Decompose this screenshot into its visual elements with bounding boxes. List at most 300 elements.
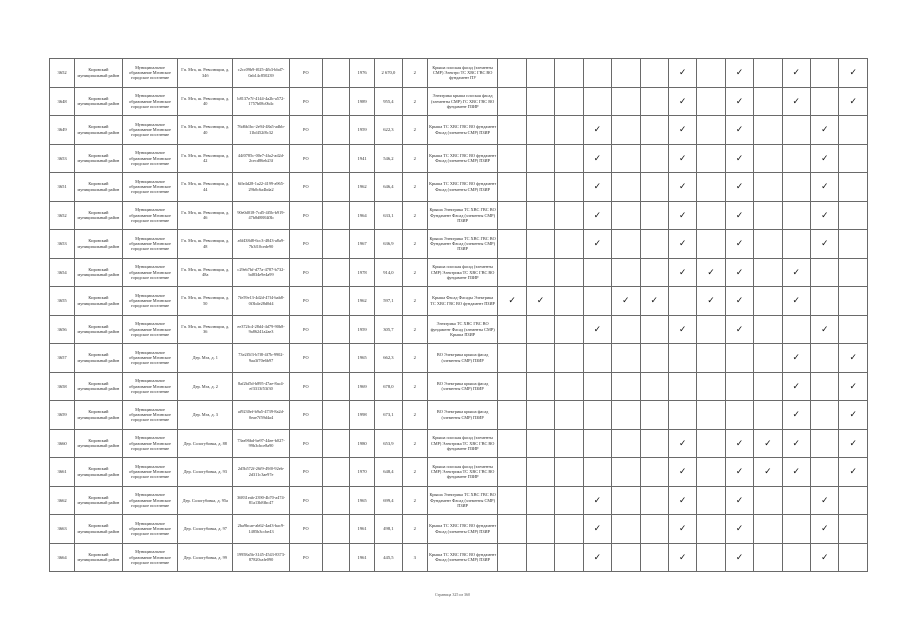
works-cell: Крыша ТС ХВС ГВС ВО фундамент Фасад (элементы СМР) ПЗИР	[427, 543, 498, 572]
empty-check-cell	[583, 429, 611, 458]
type-cell: РО	[289, 173, 322, 202]
type-cell: РО	[289, 315, 322, 344]
empty-check-cell	[498, 429, 526, 458]
check-mark-icon: ✓	[725, 543, 753, 572]
district-cell: Кировский муниципальный район	[75, 458, 122, 487]
year-cell: 1941	[349, 144, 374, 173]
type-cell: РО	[289, 458, 322, 487]
empty-check-cell	[754, 144, 782, 173]
check-mark-icon: ✓	[583, 315, 611, 344]
empty-check-cell	[555, 401, 583, 430]
empty-check-cell	[754, 258, 782, 287]
table-row	[50, 515, 868, 544]
empty-check-cell	[555, 230, 583, 259]
empty-check-cell	[754, 173, 782, 202]
type-cell: РО	[289, 287, 322, 316]
empty-check-cell	[754, 344, 782, 373]
table-row	[50, 116, 868, 145]
floors-cell: 2	[402, 486, 427, 515]
empty-check-cell	[498, 486, 526, 515]
empty-check-cell	[754, 486, 782, 515]
empty-check-cell	[811, 258, 839, 287]
empty-check-cell	[640, 230, 668, 259]
empty-check-cell	[725, 372, 753, 401]
empty-check-cell	[612, 144, 640, 173]
floors-cell: 2	[402, 87, 427, 116]
area-cell: 673,1	[375, 401, 402, 430]
empty-check-cell	[697, 372, 725, 401]
address-cell: Дер. Сологубовка, д. 93	[178, 458, 233, 487]
works-cell: Крыша Электрика ТС ХВС ГВС ВО Фундамент Фасад (элементы СМР) ПЗИР	[427, 201, 498, 230]
year-cell: 1970	[349, 458, 374, 487]
empty-check-cell	[555, 87, 583, 116]
check-mark-icon: ✓	[526, 287, 554, 316]
area-cell: 305,7	[375, 315, 402, 344]
empty-check-cell	[526, 116, 554, 145]
district-cell: Кировский муниципальный район	[75, 258, 122, 287]
empty-check-cell	[839, 287, 868, 316]
works-cell: ВО Электрика крыша фасад (элементы СМР) ПЗИР	[427, 344, 498, 373]
check-mark-icon: ✓	[697, 258, 725, 287]
empty-check-cell	[839, 486, 868, 515]
empty-check-cell	[612, 230, 640, 259]
works-cell: Электрика крыша плоская фасад (элементы СМР) ГС ХВС ГВС ВО фундамент ПЗИР	[427, 87, 498, 116]
year-cell: 1980	[349, 429, 374, 458]
empty-check-cell	[526, 486, 554, 515]
district-cell: Кировский муниципальный район	[75, 144, 122, 173]
municipality-cell: Муниципальное образование Мгинское городское поселение	[122, 258, 178, 287]
check-mark-icon: ✓	[668, 230, 696, 259]
works-cell: Крыша плоская фасад (элементы СМР) Электро ТС ХВС ГВС ВО фундамент ПУ	[427, 59, 498, 88]
check-mark-icon: ✓	[583, 230, 611, 259]
empty-check-cell	[555, 515, 583, 544]
works-cell: Крыша плоская фасад (элементы СМР) Электрика ТС ХВС ГВС ВО фундамент ПЗИР	[427, 258, 498, 287]
guid-cell: 44f0785c-00e7-4fa2-ad2d-2cecd86eb23f	[233, 144, 290, 173]
type-cell: РО	[289, 429, 322, 458]
empty-check-cell	[697, 401, 725, 430]
empty-cell	[322, 344, 349, 373]
check-mark-icon: ✓	[782, 401, 810, 430]
empty-check-cell	[612, 429, 640, 458]
empty-cell	[322, 116, 349, 145]
area-cell: 546,2	[375, 144, 402, 173]
empty-check-cell	[754, 515, 782, 544]
empty-check-cell	[668, 372, 696, 401]
empty-check-cell	[782, 173, 810, 202]
address-cell: Дер. Сологубовка, д. 95а	[178, 486, 233, 515]
empty-check-cell	[612, 543, 640, 572]
empty-check-cell	[583, 87, 611, 116]
empty-check-cell	[811, 401, 839, 430]
address-cell: Дер. Мга, д. 1	[178, 344, 233, 373]
empty-cell	[322, 258, 349, 287]
address-cell: Гп. Мга, ш. Революции, д. 34б	[178, 59, 233, 88]
row-number: 3651	[50, 173, 75, 202]
empty-check-cell	[754, 287, 782, 316]
empty-check-cell	[498, 515, 526, 544]
year-cell: 1961	[349, 515, 374, 544]
floors-cell: 2	[402, 515, 427, 544]
type-cell: РО	[289, 515, 322, 544]
empty-check-cell	[555, 543, 583, 572]
area-cell: 2 670,0	[375, 59, 402, 88]
empty-check-cell	[526, 173, 554, 202]
district-cell: Кировский муниципальный район	[75, 201, 122, 230]
guid-cell: 2d5b572f-26f9-49f0-92eb-2d311c3ae97e	[233, 458, 290, 487]
municipality-cell: Муниципальное образование Мгинское городское поселение	[122, 287, 178, 316]
empty-check-cell	[811, 429, 839, 458]
check-mark-icon: ✓	[839, 344, 868, 373]
empty-check-cell	[754, 372, 782, 401]
area-cell: 678,0	[375, 372, 402, 401]
guid-cell: a6f438d8-6cc3-4843-a8a9-7b3f10cede90	[233, 230, 290, 259]
empty-check-cell	[782, 315, 810, 344]
empty-check-cell	[555, 116, 583, 145]
guid-cell: c29eb7bf-d77a-4787-b732-bd834e9e4a99	[233, 258, 290, 287]
empty-cell	[322, 87, 349, 116]
empty-check-cell	[612, 59, 640, 88]
empty-cell	[322, 144, 349, 173]
address-cell: Дер. Мга, д. 3	[178, 401, 233, 430]
check-mark-icon: ✓	[725, 59, 753, 88]
table-row	[50, 458, 868, 487]
guid-cell: 19958a5b-3145-4543-8373-87820cafe090	[233, 543, 290, 572]
floors-cell: 2	[402, 59, 427, 88]
address-cell: Гп. Мга, ш. Революции, д. 44	[178, 173, 233, 202]
empty-check-cell	[640, 173, 668, 202]
table-row	[50, 429, 868, 458]
empty-cell	[322, 173, 349, 202]
check-mark-icon: ✓	[782, 87, 810, 116]
check-mark-icon: ✓	[668, 258, 696, 287]
empty-check-cell	[555, 258, 583, 287]
empty-check-cell	[583, 458, 611, 487]
check-mark-icon: ✓	[668, 486, 696, 515]
check-mark-icon: ✓	[839, 87, 868, 116]
row-number: 3663	[50, 515, 75, 544]
address-cell: Дер. Сологубовка, д. 99	[178, 543, 233, 572]
municipality-cell: Муниципальное образование Мгинское городское поселение	[122, 315, 178, 344]
check-mark-icon: ✓	[668, 144, 696, 173]
empty-check-cell	[498, 372, 526, 401]
district-cell: Кировский муниципальный район	[75, 116, 122, 145]
check-mark-icon: ✓	[782, 59, 810, 88]
check-mark-icon: ✓	[725, 87, 753, 116]
year-cell: 1998	[349, 401, 374, 430]
floors-cell: 2	[402, 144, 427, 173]
check-mark-icon: ✓	[583, 486, 611, 515]
table-row	[50, 173, 868, 202]
check-mark-icon: ✓	[725, 116, 753, 145]
floors-cell: 2	[402, 173, 427, 202]
empty-check-cell	[754, 401, 782, 430]
floors-cell: 3	[402, 543, 427, 572]
check-mark-icon: ✓	[583, 144, 611, 173]
check-mark-icon: ✓	[668, 515, 696, 544]
area-cell: 662,3	[375, 344, 402, 373]
check-mark-icon: ✓	[697, 287, 725, 316]
check-mark-icon: ✓	[725, 429, 753, 458]
guid-cell: 6ffe4d28-1a22-4199-a965-29b0c6a4bda2	[233, 173, 290, 202]
empty-check-cell	[640, 344, 668, 373]
empty-check-cell	[526, 201, 554, 230]
empty-check-cell	[583, 287, 611, 316]
check-mark-icon: ✓	[668, 429, 696, 458]
district-cell: Кировский муниципальный район	[75, 87, 122, 116]
check-mark-icon: ✓	[583, 515, 611, 544]
empty-cell	[322, 372, 349, 401]
empty-check-cell	[555, 201, 583, 230]
empty-check-cell	[697, 173, 725, 202]
area-cell: 636,9	[375, 230, 402, 259]
empty-cell	[322, 59, 349, 88]
floors-cell: 2	[402, 116, 427, 145]
area-cell: 646,4	[375, 173, 402, 202]
municipality-cell: Муниципальное образование Мгинское городское поселение	[122, 144, 178, 173]
guid-cell: b8137e7f-4144-4a2b-a572-1757b08c0b4c	[233, 87, 290, 116]
year-cell: 1969	[349, 372, 374, 401]
check-mark-icon: ✓	[839, 458, 868, 487]
empty-check-cell	[697, 344, 725, 373]
check-mark-icon: ✓	[583, 173, 611, 202]
page-footer: Страница 325 из 360	[434, 592, 471, 597]
municipality-cell: Муниципальное образование Мгинское городское поселение	[122, 173, 178, 202]
empty-check-cell	[782, 116, 810, 145]
address-cell: Дер. Сологубовка, д. 88	[178, 429, 233, 458]
empty-cell	[322, 515, 349, 544]
empty-check-cell	[839, 144, 868, 173]
district-cell: Кировский муниципальный район	[75, 173, 122, 202]
check-mark-icon: ✓	[725, 230, 753, 259]
empty-check-cell	[782, 543, 810, 572]
address-cell: Дер. Мга, д. 2	[178, 372, 233, 401]
year-cell: 1959	[349, 315, 374, 344]
check-mark-icon: ✓	[612, 287, 640, 316]
empty-check-cell	[811, 87, 839, 116]
empty-check-cell	[640, 486, 668, 515]
check-mark-icon: ✓	[811, 173, 839, 202]
district-cell: Кировский муниципальный район	[75, 230, 122, 259]
empty-check-cell	[640, 315, 668, 344]
type-cell: РО	[289, 59, 322, 88]
type-cell: РО	[289, 116, 322, 145]
municipality-cell: Муниципальное образование Мгинское городское поселение	[122, 515, 178, 544]
address-cell: Дер. Сологубовка, д. 97	[178, 515, 233, 544]
empty-check-cell	[583, 344, 611, 373]
empty-check-cell	[498, 59, 526, 88]
empty-check-cell	[555, 372, 583, 401]
empty-check-cell	[555, 144, 583, 173]
empty-check-cell	[526, 315, 554, 344]
empty-check-cell	[526, 144, 554, 173]
empty-cell	[322, 401, 349, 430]
empty-check-cell	[612, 201, 640, 230]
empty-check-cell	[725, 344, 753, 373]
table-row	[50, 59, 868, 88]
guid-cell: 36831eab-2390-4b70-a474-81a13b8fbc47	[233, 486, 290, 515]
address-cell: Гп. Мга, ш. Революции, д. 48	[178, 230, 233, 259]
floors-cell: 2	[402, 287, 427, 316]
guid-cell: 73ea96bd-be97-44ee-b027-99b3cbce8a90	[233, 429, 290, 458]
empty-check-cell	[754, 230, 782, 259]
empty-check-cell	[782, 515, 810, 544]
empty-check-cell	[640, 87, 668, 116]
empty-check-cell	[640, 144, 668, 173]
empty-check-cell	[754, 116, 782, 145]
empty-check-cell	[526, 515, 554, 544]
empty-check-cell	[668, 344, 696, 373]
row-number: 3654	[50, 258, 75, 287]
district-cell: Кировский муниципальный район	[75, 287, 122, 316]
empty-check-cell	[697, 543, 725, 572]
empty-check-cell	[839, 258, 868, 287]
empty-check-cell	[583, 258, 611, 287]
area-cell: 633,1	[375, 201, 402, 230]
year-cell: 1976	[349, 59, 374, 88]
empty-check-cell	[498, 144, 526, 173]
empty-check-cell	[725, 401, 753, 430]
empty-check-cell	[612, 116, 640, 145]
empty-check-cell	[526, 258, 554, 287]
check-mark-icon: ✓	[811, 515, 839, 544]
address-cell: Гп. Мга, ш. Революции, д. 40	[178, 87, 233, 116]
empty-check-cell	[555, 173, 583, 202]
district-cell: Кировский муниципальный район	[75, 59, 122, 88]
row-number: 3657	[50, 344, 75, 373]
check-mark-icon: ✓	[640, 287, 668, 316]
empty-check-cell	[697, 230, 725, 259]
works-cell: Крыша Электрика ТС ХВС ГВС ВО Фундамент Фасад (элементы СМР) ПЗИР	[427, 486, 498, 515]
empty-check-cell	[640, 372, 668, 401]
empty-check-cell	[640, 515, 668, 544]
guid-cell: 7fe59e13-4d2d-47f4-bab8-0f3b4e28d0d4	[233, 287, 290, 316]
check-mark-icon: ✓	[725, 173, 753, 202]
check-mark-icon: ✓	[725, 287, 753, 316]
empty-check-cell	[498, 458, 526, 487]
municipality-cell: Муниципальное образование Мгинское городское поселение	[122, 116, 178, 145]
empty-check-cell	[612, 486, 640, 515]
empty-check-cell	[612, 372, 640, 401]
type-cell: РО	[289, 230, 322, 259]
district-cell: Кировский муниципальный район	[75, 543, 122, 572]
floors-cell: 2	[402, 429, 427, 458]
check-mark-icon: ✓	[725, 258, 753, 287]
works-cell: Крыша ТС ХВС ГВС ВО фундамент Фасад (элементы СМР) ПЗИР	[427, 116, 498, 145]
table-row	[50, 372, 868, 401]
works-cell: ВО Электрика крыша фасад (элементы СМР) ПЗИР	[427, 401, 498, 430]
empty-cell	[322, 486, 349, 515]
municipality-cell: Муниципальное образование Мгинское городское поселение	[122, 429, 178, 458]
check-mark-icon: ✓	[668, 87, 696, 116]
municipality-cell: Муниципальное образование Мгинское городское поселение	[122, 344, 178, 373]
district-cell: Кировский муниципальный район	[75, 401, 122, 430]
empty-check-cell	[612, 258, 640, 287]
empty-check-cell	[498, 116, 526, 145]
empty-check-cell	[526, 230, 554, 259]
empty-check-cell	[498, 543, 526, 572]
year-cell: 1989	[349, 87, 374, 116]
type-cell: РО	[289, 87, 322, 116]
empty-check-cell	[583, 401, 611, 430]
empty-check-cell	[555, 59, 583, 88]
guid-cell: 8af2bf5d-b895-47ae-8ac4-ef3313f53f30	[233, 372, 290, 401]
empty-check-cell	[526, 344, 554, 373]
year-cell: 1961	[349, 543, 374, 572]
check-mark-icon: ✓	[782, 372, 810, 401]
type-cell: РО	[289, 486, 322, 515]
guid-cell: ee372fc4-28d4-4d79-90b8-9a86241a2ae3	[233, 315, 290, 344]
empty-check-cell	[754, 315, 782, 344]
check-mark-icon: ✓	[668, 315, 696, 344]
check-mark-icon: ✓	[725, 144, 753, 173]
floors-cell: 2	[402, 201, 427, 230]
works-cell: Крыша плоская фасад (элементы СМР) Электрика ТС ХВС ГВС ВО фундамент ПЗИР	[427, 429, 498, 458]
check-mark-icon: ✓	[668, 201, 696, 230]
type-cell: РО	[289, 201, 322, 230]
works-cell: Электрика ТС ХВС ГВС ВО фундамент Фасад (элементы СМР) Крыша ПЗИР	[427, 315, 498, 344]
empty-check-cell	[839, 173, 868, 202]
floors-cell: 2	[402, 230, 427, 259]
empty-check-cell	[697, 315, 725, 344]
municipality-cell: Муниципальное образование Мгинское городское поселение	[122, 87, 178, 116]
check-mark-icon: ✓	[754, 458, 782, 487]
floors-cell: 2	[402, 458, 427, 487]
row-number: 3660	[50, 429, 75, 458]
empty-check-cell	[498, 258, 526, 287]
type-cell: РО	[289, 344, 322, 373]
municipality-cell: Муниципальное образование Мгинское городское поселение	[122, 201, 178, 230]
empty-check-cell	[697, 429, 725, 458]
row-number: 3653	[50, 230, 75, 259]
guid-cell: 90e0d018-7cd5-4f5b-b919-47b8d8884f3b	[233, 201, 290, 230]
table-row	[50, 258, 868, 287]
empty-check-cell	[498, 230, 526, 259]
empty-check-cell	[697, 458, 725, 487]
area-cell: 914,0	[375, 258, 402, 287]
municipality-cell: Муниципальное образование Мгинское городское поселение	[122, 230, 178, 259]
empty-check-cell	[640, 543, 668, 572]
empty-check-cell	[526, 372, 554, 401]
district-cell: Кировский муниципальный район	[75, 344, 122, 373]
empty-check-cell	[668, 287, 696, 316]
works-cell: Крыша ТС ХВС ГВС ВО фундамент Фасад (элементы СМР) ПЗИР	[427, 515, 498, 544]
guid-cell: c2cc09b9-f025-4fb3-bbd7-0ab14c850239	[233, 59, 290, 88]
empty-check-cell	[555, 315, 583, 344]
area-cell: 648,4	[375, 458, 402, 487]
empty-check-cell	[526, 59, 554, 88]
check-mark-icon: ✓	[782, 287, 810, 316]
empty-cell	[322, 287, 349, 316]
check-mark-icon: ✓	[839, 59, 868, 88]
district-cell: Кировский муниципальный район	[75, 429, 122, 458]
check-mark-icon: ✓	[782, 429, 810, 458]
area-cell: 622,3	[375, 116, 402, 145]
empty-check-cell	[754, 87, 782, 116]
row-number: 3661	[50, 458, 75, 487]
empty-cell	[322, 458, 349, 487]
check-mark-icon: ✓	[839, 429, 868, 458]
district-cell: Кировский муниципальный район	[75, 515, 122, 544]
empty-check-cell	[583, 372, 611, 401]
empty-check-cell	[839, 315, 868, 344]
check-mark-icon: ✓	[811, 230, 839, 259]
area-cell: 597,1	[375, 287, 402, 316]
check-mark-icon: ✓	[811, 144, 839, 173]
check-mark-icon: ✓	[725, 201, 753, 230]
check-mark-icon: ✓	[668, 458, 696, 487]
address-cell: Гп. Мга, ш. Революции, д. 36	[178, 315, 233, 344]
check-mark-icon: ✓	[725, 515, 753, 544]
